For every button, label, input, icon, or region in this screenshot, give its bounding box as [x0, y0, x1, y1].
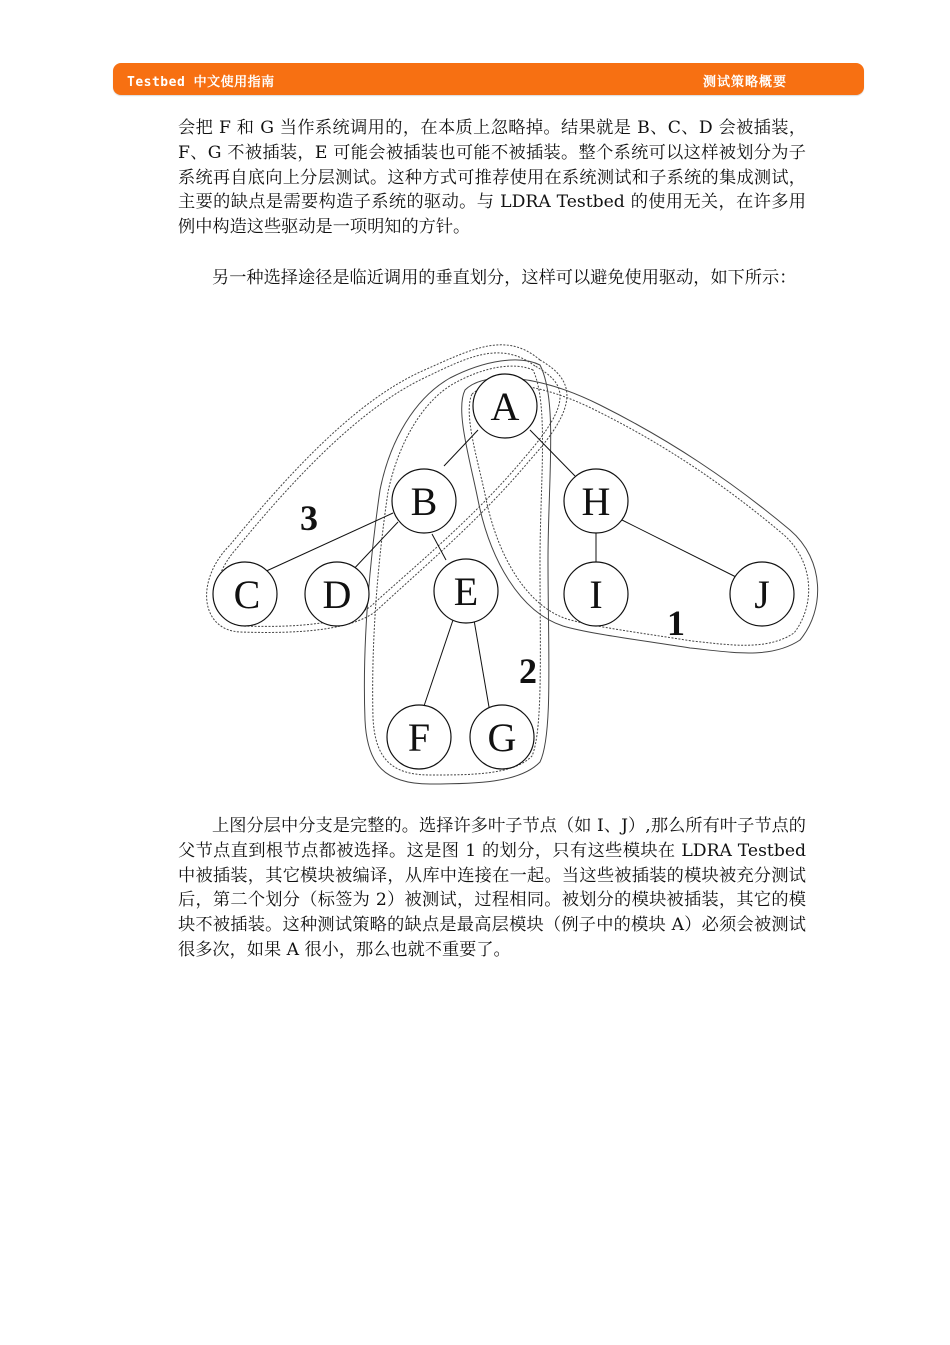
paragraph-3: 上图分层中分支是完整的。选择许多叶子节点（如 I、J）,那么所有叶子节点的父节点直到根节点都被选择。这是图 1 的划分，只有这些模块在 LDRA Testbed 中被插装，其它模块被编译，从库中连接在一起。当这些被插装的模块被充分测试后，第二个划分（标签为 2）被测试，过程相同。被划分的模块被插装，其它的模块不被插装。这种测试策略的缺点是最高层模块（例子中的模块 A）必须会被测试很多次，如果 A 很小，那么也就不重要了。	[178, 816, 806, 960]
partition-label-3: 3	[300, 498, 318, 538]
node-h	[564, 469, 628, 533]
node-j-label: J	[754, 572, 770, 617]
node-b-label: B	[410, 479, 438, 524]
page-header	[113, 63, 864, 95]
node-i	[564, 562, 628, 626]
node-h-label: H	[581, 479, 611, 524]
node-a-label: A	[490, 384, 520, 429]
node-c-label: C	[233, 572, 261, 617]
edge-b-e	[432, 534, 446, 560]
node-i-label: I	[589, 572, 603, 617]
edge-a-b	[444, 430, 478, 466]
node-b	[392, 469, 456, 533]
node-j	[730, 562, 794, 626]
partition-label-1: 1	[667, 603, 685, 643]
node-e	[434, 559, 498, 623]
partition-label-2: 2	[519, 651, 537, 691]
node-d-label: D	[322, 572, 352, 617]
node-g	[470, 705, 534, 769]
node-f	[387, 705, 451, 769]
node-d	[305, 562, 369, 626]
paragraph-1: 会把 F 和 G 当作系统调用的，在本质上忽略掉。结果就是 B、C、D 会被插装，F、G 不被插装，E 可能会被插装也可能不被插装。整个系统可以这样被划分为子系统再自底向上分层测试。这种方式可推荐使用在系统测试和子系统的集成测试，主要的缺点是需要构造子系统的驱动。与 LDRA Testbed 的使用无关，在许多用例中构造这些驱动是一项明知的方针。	[178, 118, 807, 238]
node-a	[473, 374, 537, 438]
edge-e-f	[424, 620, 453, 706]
header-doc-title: Testbed 中文使用指南	[127, 75, 275, 90]
paragraph-2: 另一种选择途径是临近调用的垂直划分，这样可以避免使用驱动，如下所示：	[212, 268, 797, 288]
node-c	[213, 562, 277, 626]
edge-e-g	[474, 620, 489, 707]
node-f-label: F	[407, 715, 431, 760]
module-tree-diagram	[195, 338, 835, 793]
node-g-label: G	[487, 715, 517, 760]
header-section-title: 测试策略概要	[702, 75, 787, 90]
node-e-label: E	[453, 569, 479, 614]
edge-h-j	[620, 519, 738, 578]
